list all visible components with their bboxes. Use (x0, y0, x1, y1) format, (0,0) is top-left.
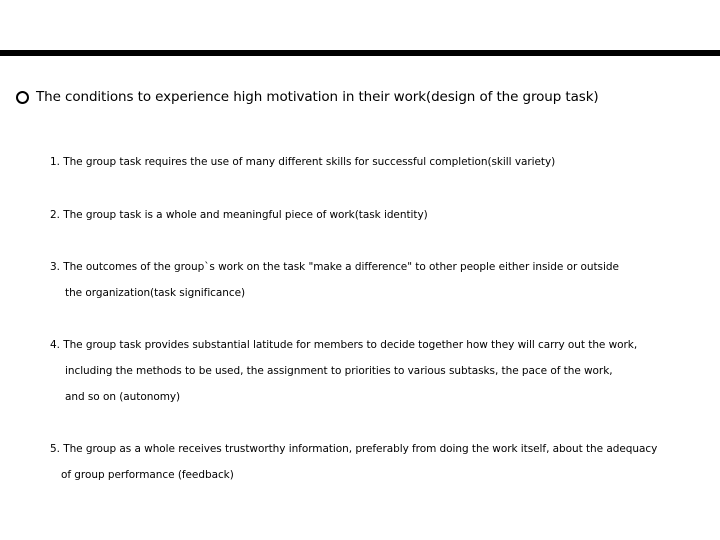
item-5-line-1: 5. The group as a whole receives trustworthy information, preferably from doing the work itself, about the adequacy (50, 443, 658, 455)
top-rule (0, 50, 720, 56)
item-2-line-1: 2. The group task is a whole and meaningful piece of work(task identity) (50, 209, 428, 221)
item-4-line-3: and so on (autonomy) (65, 391, 181, 403)
item-3-line-1: 3. The outcomes of the group`s work on the task "make a difference" to other people either inside or outside (50, 261, 619, 273)
item-5-line-2: of group performance (feedback) (61, 469, 234, 481)
item-1-line-1: 1. The group task requires the use of many different skills for successful completion(skill variety) (50, 156, 556, 168)
item-4-line-1: 4. The group task provides substantial latitude for members to decide together how they will carry out the work, (50, 339, 638, 351)
heading (16, 87, 599, 107)
heading-text: The conditions to experience high motivation in their work(design of the group task) (36, 89, 599, 105)
item-3-line-2: the organization(task significance) (65, 287, 246, 299)
circle-bullet-icon (16, 91, 29, 104)
item-4-line-2: including the methods to be used, the assignment to priorities to various subtasks, the pace of the work, (65, 365, 613, 377)
